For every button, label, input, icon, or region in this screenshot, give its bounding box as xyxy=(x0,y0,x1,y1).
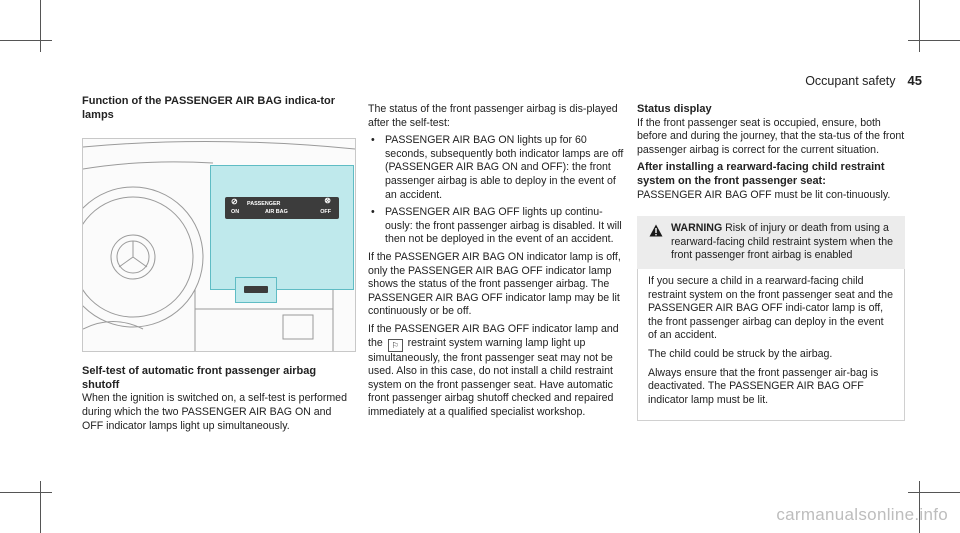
crop-mark xyxy=(919,0,920,52)
lamp-passenger-label: PASSENGER xyxy=(247,201,281,208)
indicator-location-highlight xyxy=(235,277,277,303)
lamp-off-label: OFF xyxy=(320,209,331,216)
column-3 xyxy=(637,103,905,421)
after-installing-text: PASSENGER AIR BAG OFF must be lit con-tinuously. xyxy=(637,188,891,201)
indicator-location-lamp xyxy=(244,286,268,293)
restraint-system-warning-icon: ⚐ xyxy=(388,339,403,352)
crop-mark xyxy=(0,40,52,41)
lamp-airbag-label: AIR BAG xyxy=(265,209,288,216)
bullet-icon: • xyxy=(371,134,375,147)
crop-mark xyxy=(0,492,52,493)
status-paragraph: If the PASSENGER AIR BAG ON indicator lamp is off, only the PASSENGER AIR BAG OFF indicator lamp shows the status of the front passenger airbag. The PASSENGER AIR BAG OFF indicator lamp may be lit continuously or be off. xyxy=(368,250,621,318)
page-header xyxy=(805,73,922,88)
indicator-highlight-panel xyxy=(210,165,354,290)
status-display-text: If the front passenger seat is occupied, ensure, both before and during the journey, that the sta-tus of the front passenger airbag is correct for the current situation. xyxy=(637,116,905,156)
crop-mark xyxy=(908,40,960,41)
airbag-off-icon: ⊘ xyxy=(231,197,238,207)
page-number: 45 xyxy=(907,73,922,88)
paragraph-text-end: restraint system warning lamp light up simultaneously, the front passenger seat may not be used. Also in this case, do not install a child restraint system on the front passenger seat. Have automatic front passenger airbag shutoff checked and repaired immediately at a qualified specialist workshop. xyxy=(368,336,614,418)
paragraph-text-start: If the PASSENGER AIR BAG OFF indicator lamp and the xyxy=(368,322,619,349)
warning-label: WARNING xyxy=(671,222,723,235)
column-2 xyxy=(368,103,624,423)
after-installing-heading: After installing a rearward-facing child restraint system on the front passenger seat: xyxy=(637,161,885,187)
seat-occupant-icon: ⊗ xyxy=(324,196,331,206)
bullet-icon: • xyxy=(371,206,375,219)
warning-paragraph: Always ensure that the front passenger air-bag is deactivated. The PASSENGER AIR BAG OFF indicator lamp must be lit. xyxy=(648,366,879,406)
lamp-on-label: ON xyxy=(231,209,240,216)
list-item xyxy=(368,134,624,202)
section-title: Occupant safety xyxy=(805,74,896,88)
status-intro: The status of the front passenger airbag is dis-played after the self-test: xyxy=(368,103,618,129)
bullet-text: PASSENGER AIR BAG OFF lights up continu-ously: the front passenger airbag is disabled. It will then not be deployed in the event of an accident. xyxy=(385,206,622,246)
selftest-heading: Self-test of automatic front passenger airbag shutoff xyxy=(82,365,317,391)
warning-triangle-icon xyxy=(649,224,663,237)
column-1 xyxy=(82,95,354,437)
list-item xyxy=(368,206,624,247)
warning-paragraph: If you secure a child in a rearward-facing child restraint system on the front passenger seat and the PASSENGER AIR BAG OFF indi-cator lamp is off, the front passenger airbag can deploy in the event of an accident. xyxy=(648,274,893,342)
crop-mark xyxy=(908,492,960,493)
warning-body xyxy=(637,269,905,421)
passenger-airbag-indicator xyxy=(225,197,339,219)
warning-lamp-paragraph xyxy=(368,323,624,420)
warning-paragraph: The child could be struck by the airbag. xyxy=(648,347,833,360)
bullet-text: PASSENGER AIR BAG ON lights up for 60 seconds, subsequently both indicator lamps are off (PASSENGER AIR BAG ON and OFF): the front passenger airbag is able to deploy in the event of an accident. xyxy=(385,134,624,201)
function-heading: Function of the PASSENGER AIR BAG indica-tor lamps xyxy=(82,95,335,121)
warning-text: Risk of injury or death from using a rearward-facing child restraint system when the front passenger front airbag is enabled xyxy=(671,222,893,262)
crop-mark xyxy=(40,481,41,533)
warning-box xyxy=(637,216,905,269)
watermark: carmanualsonline.info xyxy=(776,505,948,524)
crop-mark xyxy=(40,0,41,52)
status-display-heading: Status display xyxy=(637,103,712,115)
dashboard-illustration xyxy=(82,138,356,352)
selftest-text: When the ignition is switched on, a self-test is performed during which the two PASSENGER AIR BAG ON and OFF indicator lamps light up simultaneously. xyxy=(82,392,347,432)
